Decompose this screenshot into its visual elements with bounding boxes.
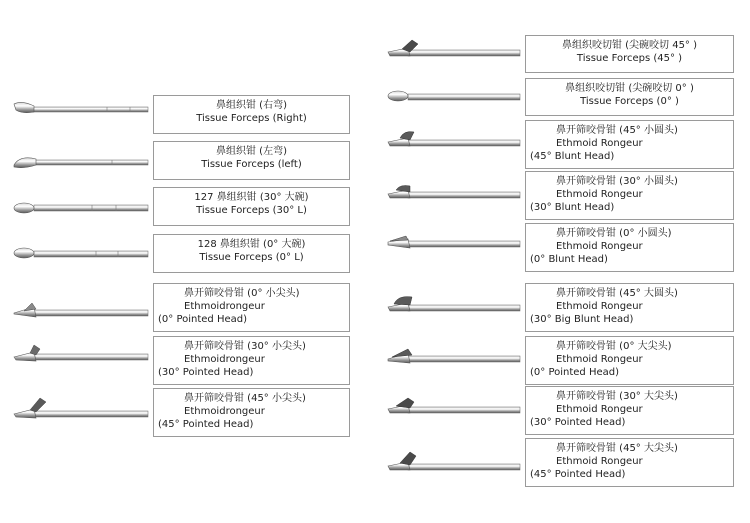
product-name-en: Ethmoid Rongeur [556,404,643,415]
product-label [525,35,734,73]
product-name-en: Ethmoidrongeur [184,406,265,417]
product-label [525,438,734,487]
ethmoid-rongeur-45-big-pointed-image [386,450,522,476]
product-label [525,120,734,169]
product-name-en: Tissue Forceps (Right) [196,113,307,124]
tissue-forceps-30-image [12,197,150,219]
product-name-en: Ethmoidrongeur [184,354,265,365]
product-label [153,234,350,273]
tissue-forceps-right-image [12,98,150,120]
product-name-cn: 鼻开筛咬骨钳 (30° 大尖头) [556,391,678,402]
product-name-en: Tissue Forceps (0° ) [580,96,679,107]
product-name-en: Tissue Forceps (0° L) [199,252,304,263]
product-name-cn: 鼻开筛咬骨钳 (0° 小圆头) [556,228,672,239]
product-spec-en: (30° Blunt Head) [530,202,615,213]
product-label [153,187,350,226]
product-spec-en: (0° Pointed Head) [530,367,619,378]
product-name-cn: 鼻开筛咬骨钳 (45° 大尖头) [556,443,678,454]
product-spec-en: (30° Big Blunt Head) [530,314,634,325]
product-label [153,388,350,437]
product-label [153,95,350,134]
tissue-forceps-left-image [12,151,150,173]
product-name-cn: 鼻组织咬切钳 (尖碗咬切 45° ) [561,40,698,51]
product-name-en: Ethmoidrongeur [184,301,265,312]
product-name-en: Ethmoid Rongeur [556,189,643,200]
product-name-cn: 127 鼻组织钳 (30° 大碗) [194,192,309,203]
product-name-cn: 鼻开筛咬骨钳 (45° 小圆头) [556,125,678,136]
product-spec-en: (30° Pointed Head) [158,367,254,378]
ethmoid-rongeur-45-blunt-image [386,128,522,152]
ethmoid-rongeur-0-pointed-image [12,299,150,323]
product-name-cn: 鼻开筛咬骨钳 (0° 大尖头) [556,341,672,352]
tissue-cutting-forceps-45-image [386,38,522,62]
product-name-cn: 128 鼻组织钳 (0° 大碗) [197,239,306,250]
product-spec-en: (0° Blunt Head) [530,254,608,265]
ethmoid-rongeur-45-big-blunt-image [386,293,522,317]
product-name-cn: 鼻开筛咬骨钳 (30° 小圆头) [556,176,678,187]
product-name-en: Ethmoid Rongeur [556,354,643,365]
ethmoid-rongeur-45-pointed-image [12,396,150,424]
product-name-en: Tissue Forceps (45° ) [576,53,683,64]
product-name-cn: 鼻开筛咬骨钳 (45° 大圆头) [556,288,678,299]
product-label [525,283,734,332]
product-name-en: Tissue Forceps (left) [201,159,302,170]
product-spec-en: (45° Pointed Head) [158,419,254,430]
product-label [525,336,734,385]
product-label [153,336,350,385]
product-label [153,141,350,180]
product-label [525,223,734,272]
product-name-cn: 鼻开筛咬骨钳 (30° 小尖头) [184,341,306,352]
product-spec-en: (45° Blunt Head) [530,151,615,162]
ethmoid-rongeur-30-pointed-image [12,343,150,367]
product-label [525,78,734,116]
product-label [525,386,734,435]
product-name-en: Ethmoid Rongeur [556,456,643,467]
product-name-cn: 鼻组织钳 (右弯) [216,100,287,111]
product-spec-en: (45° Pointed Head) [530,469,626,480]
ethmoid-rongeur-30-big-pointed-image [386,395,522,419]
product-name-en: Ethmoid Rongeur [556,241,643,252]
product-name-cn: 鼻开筛咬骨钳 (45° 小尖头) [184,393,306,404]
ethmoid-rongeur-0-blunt-image [386,232,522,254]
product-name-cn: 鼻组织钳 (左弯) [216,146,287,157]
product-spec-en: (30° Pointed Head) [530,417,626,428]
product-name-cn: 鼻开筛咬骨钳 (0° 小尖头) [184,288,300,299]
product-label [153,283,350,332]
tissue-forceps-0-image [12,243,150,265]
tissue-cutting-forceps-0-image [386,86,522,108]
product-spec-en: (0° Pointed Head) [158,314,247,325]
product-label [525,171,734,220]
ethmoid-rongeur-30-blunt-image [386,180,522,204]
product-name-en: Ethmoid Rongeur [556,301,643,312]
ethmoid-rongeur-0-big-pointed-image [386,345,522,369]
product-name-en: Tissue Forceps (30° L) [196,205,307,216]
product-name-cn: 鼻组织咬切钳 (尖碗咬切 0° ) [565,83,694,94]
product-name-en: Ethmoid Rongeur [556,138,643,149]
